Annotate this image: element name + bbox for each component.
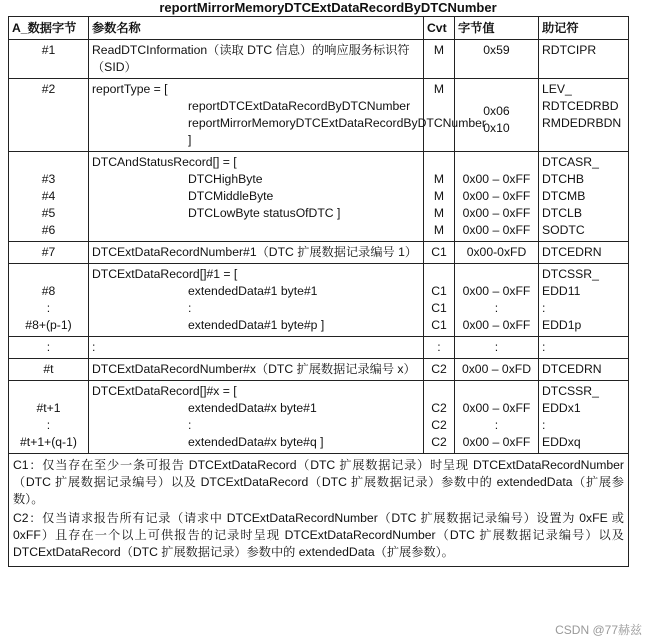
response-message-table xyxy=(8,16,629,567)
value: : xyxy=(494,301,499,315)
mnemonic: EDD1p xyxy=(542,318,582,332)
byte: : xyxy=(46,301,51,315)
cvt: C1 xyxy=(431,301,447,315)
mnemonic-cell xyxy=(539,264,629,337)
cvt: C2 xyxy=(431,435,447,449)
mnemonic: RMDEDRBDN xyxy=(542,116,622,130)
value: : xyxy=(494,418,499,432)
header-mnemonic: 助记符 xyxy=(539,17,629,40)
cvt: C2 xyxy=(431,418,447,432)
mnemonic: DTCSSR_ xyxy=(542,384,599,398)
cvt-cell: C1 xyxy=(424,242,455,264)
value: 0x00 – 0xFF xyxy=(462,206,531,220)
value: 0x00 – 0xFF xyxy=(462,435,531,449)
mnemonic-cell xyxy=(539,79,629,152)
param-head: reportType = [ xyxy=(92,82,168,96)
header-byte: A_数据字节 xyxy=(9,17,89,40)
value-cell: 0x00-0xFD xyxy=(455,242,539,264)
byte: #4 xyxy=(41,189,56,203)
cvt-cell: M xyxy=(424,79,455,152)
param-cell xyxy=(89,264,424,337)
mnemonic: SODTC xyxy=(542,223,585,237)
table-row xyxy=(9,359,629,381)
watermark: CSDN @77赫兹 xyxy=(555,623,642,637)
mnemonic-cell: : xyxy=(539,337,629,359)
value: 0x10 xyxy=(483,121,510,135)
mnemonic-cell xyxy=(539,381,629,454)
param-sub: extendedData#x byte#q ] xyxy=(188,435,324,449)
table-row xyxy=(9,264,629,337)
table-row xyxy=(9,79,629,152)
cvt-cell: C2 xyxy=(424,359,455,381)
header-param: 参数名称 xyxy=(89,17,424,40)
cvt-cell: : xyxy=(424,337,455,359)
mnemonic: EDDxq xyxy=(542,435,581,449)
byte-cell: #2 xyxy=(9,79,89,152)
table-row xyxy=(9,40,629,79)
cvt: M xyxy=(433,206,445,220)
table-row xyxy=(9,152,629,242)
cvt-cell: M xyxy=(424,40,455,79)
cvt-cell xyxy=(424,152,455,242)
mnemonic-cell xyxy=(539,152,629,242)
value-cell: 0x59 xyxy=(455,40,539,79)
value-cell: 0x00 – 0xFD xyxy=(455,359,539,381)
mnemonic: : xyxy=(542,418,546,432)
value-cell xyxy=(455,264,539,337)
param-sub: DTCHighByte xyxy=(188,172,263,186)
value-cell xyxy=(455,152,539,242)
byte: #5 xyxy=(41,206,56,220)
value: 0x00 – 0xFF xyxy=(462,189,531,203)
byte: #t+1+(q-1) xyxy=(20,435,77,449)
notes-row xyxy=(9,454,629,567)
mnemonic: EDDx1 xyxy=(542,401,581,415)
param-cell: DTCExtDataRecordNumber#1（DTC 扩展数据记录编号 1） xyxy=(89,242,424,264)
byte-cell: #t xyxy=(9,359,89,381)
mnemonic: DTCHB xyxy=(542,172,584,186)
byte-cell: #7 xyxy=(9,242,89,264)
param-sub: reportMirrorMemoryDTCExtDataRecordByDTCNumber ] xyxy=(188,116,486,147)
param-cell xyxy=(89,152,424,242)
byte-cell xyxy=(9,152,89,242)
param-sub: extendedData#1 byte#1 xyxy=(188,284,318,298)
param-head: DTCExtDataRecord[]#x = [ xyxy=(92,384,237,398)
note-c2: C2：仅当请求报告所有记录（请求中 DTCExtDataRecordNumber（DTC 扩展数据记录编号）设置为 0xFE 或 0xFF）且存在一个以上可供报告的记录时呈现 DTCExtDataRecordNumber（DTC 扩展数据记录编号）以及 DTCExtDataRecord（DTC 扩展数据记录）参数中的 extendedData（扩展参数）。 xyxy=(13,511,624,559)
mnemonic-cell: DTCEDRN xyxy=(539,359,629,381)
param-sub: DTCLowByte statusOfDTC ] xyxy=(188,206,341,220)
mnemonic: EDD11 xyxy=(542,284,581,298)
byte: #t+1 xyxy=(36,401,61,415)
notes-cell xyxy=(9,454,629,567)
table-title: reportMirrorMemoryDTCExtDataRecordByDTCNumber xyxy=(159,0,497,15)
value: 0x00 – 0xFF xyxy=(462,401,531,415)
byte-cell: #1 xyxy=(9,40,89,79)
mnemonic: : xyxy=(542,301,546,315)
param-cell xyxy=(89,79,486,152)
param-cell xyxy=(89,381,424,454)
table-row xyxy=(9,242,629,264)
value: 0x06 xyxy=(483,104,510,118)
mnemonic: RDTCEDRBD xyxy=(542,99,619,113)
byte-cell xyxy=(9,381,89,454)
byte: #8+(p-1) xyxy=(25,318,72,332)
header-value: 字节值 xyxy=(455,17,539,40)
byte-cell xyxy=(9,264,89,337)
header-row xyxy=(9,17,629,40)
cvt: C2 xyxy=(431,401,447,415)
param-sub: extendedData#1 byte#p ] xyxy=(188,318,325,332)
cvt: C1 xyxy=(431,284,447,298)
mnemonic-cell: DTCEDRN xyxy=(539,242,629,264)
value: 0x00 – 0xFF xyxy=(462,223,531,237)
value-cell xyxy=(455,381,539,454)
cvt-cell xyxy=(424,264,455,337)
param-sub: : xyxy=(188,418,192,432)
param-head: DTCAndStatusRecord[] = [ xyxy=(92,155,237,169)
cvt: M xyxy=(433,189,445,203)
param-sub: DTCMiddleByte xyxy=(188,189,274,203)
param-sub: : xyxy=(188,301,192,315)
value: 0x00 – 0xFF xyxy=(462,284,531,298)
byte: #6 xyxy=(41,223,56,237)
note-c1: C1：仅当存在至少一条可报告 DTCExtDataRecord（DTC 扩展数据记录）时呈现 DTCExtDataRecordNumber（DTC 扩展数据记录编号）以及 DTCExtDataRecord（DTC 扩展数据记录）参数中的 extendedData（扩展参数）。 xyxy=(13,458,624,506)
byte: : xyxy=(46,418,51,432)
header-cvt: Cvt xyxy=(424,17,455,40)
param-sub: extendedData#x byte#1 xyxy=(188,401,317,415)
param-cell: DTCExtDataRecordNumber#x（DTC 扩展数据记录编号 x） xyxy=(89,359,424,381)
cvt: M xyxy=(433,223,445,237)
param-cell: ReadDTCInformation（读取 DTC 信息）的响应服务标识符（SID） xyxy=(89,40,424,79)
param-head: DTCExtDataRecord[]#1 = [ xyxy=(92,267,238,281)
mnemonic: DTCSSR_ xyxy=(542,267,599,281)
cvt: C1 xyxy=(431,318,447,332)
value: 0x00 – 0xFF xyxy=(462,172,531,186)
cvt: M xyxy=(433,172,445,186)
value-cell: : xyxy=(455,337,539,359)
value: 0x00 – 0xFF xyxy=(462,318,531,332)
byte: #8 xyxy=(41,284,56,298)
mnemonic: DTCASR_ xyxy=(542,155,599,169)
table-row xyxy=(9,337,629,359)
param-sub: reportDTCExtDataRecordByDTCNumber xyxy=(188,99,411,113)
table-row xyxy=(9,381,629,454)
mnemonic: DTCLB xyxy=(542,206,582,220)
mnemonic-cell: RDTCIPR xyxy=(539,40,629,79)
byte: #3 xyxy=(41,172,56,186)
cvt-cell xyxy=(424,381,455,454)
param-cell: : xyxy=(89,337,424,359)
mnemonic: DTCMB xyxy=(542,189,586,203)
byte-cell: : xyxy=(9,337,89,359)
mnemonic: LEV_ xyxy=(542,82,572,96)
